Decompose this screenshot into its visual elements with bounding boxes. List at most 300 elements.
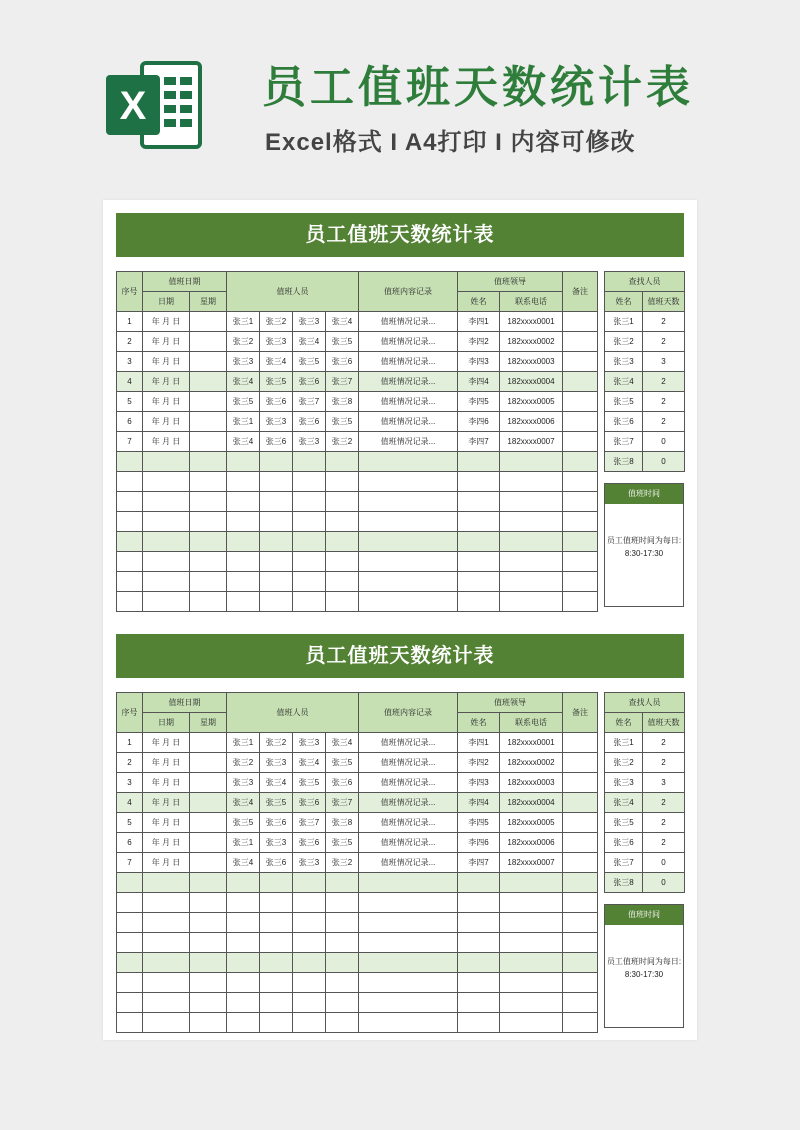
header-row [605,713,685,733]
cell-leader: 李四3 [458,352,500,372]
header-weekday: 星期 [190,713,227,733]
lookup-row [605,873,685,893]
cell-staff-2 [260,873,293,893]
cell-staff-1: 张三3 [227,773,260,793]
lookup-days-cell: 2 [643,372,685,392]
cell-weekday [190,592,227,612]
sheet-title-banner: 员工值班天数统计表 [116,634,684,678]
cell-weekday [190,312,227,332]
header-index: 序号 [117,272,143,312]
lookup-name-cell: 张三6 [605,412,643,432]
cell-date [143,592,190,612]
lookup-title: 查找人员 [605,272,685,292]
cell-weekday [190,973,227,993]
cell-date [143,572,190,592]
cell-note [563,933,598,953]
cell-staff-2: 张三2 [260,312,293,332]
cell-leader [458,592,500,612]
lookup-name-cell: 张三7 [605,432,643,452]
cell-content: 值班情况记录... [359,753,458,773]
cell-phone [500,1013,563,1033]
cell-note [563,412,598,432]
cell-note [563,552,598,572]
cell-leader [458,532,500,552]
lookup-row [605,753,685,773]
cell-staff-1 [227,572,260,592]
cell-weekday [190,392,227,412]
cell-phone: 182xxxx0001 [500,312,563,332]
header-note: 备注 [563,272,598,312]
cell-content [359,552,458,572]
cell-weekday [190,412,227,432]
cell-phone [500,893,563,913]
cell-weekday [190,913,227,933]
cell-content: 值班情况记录... [359,733,458,753]
cell-staff-2: 张三3 [260,833,293,853]
cell-phone [500,572,563,592]
cell-staff-4 [326,893,359,913]
cell-index [117,873,143,893]
cell-staff-3: 张三3 [293,853,326,873]
cell-date [143,492,190,512]
header-content: 值班内容记录 [359,272,458,312]
cell-phone [500,913,563,933]
cell-content [359,592,458,612]
cell-leader [458,552,500,572]
cell-staff-1: 张三1 [227,733,260,753]
cell-date: 年 月 日 [143,833,190,853]
cell-date [143,873,190,893]
cell-weekday [190,773,227,793]
cell-content [359,472,458,492]
lookup-days-cell: 2 [643,392,685,412]
duty-table [116,271,598,612]
lookup-name-cell: 张三1 [605,733,643,753]
cell-staff-4 [326,492,359,512]
blank-row [117,973,598,993]
cell-staff-3: 张三3 [293,432,326,452]
cell-weekday [190,552,227,572]
cell-staff-3 [293,913,326,933]
cell-date [143,993,190,1013]
cell-staff-1: 张三5 [227,392,260,412]
cell-index [117,512,143,532]
cell-note [563,372,598,392]
cell-note [563,472,598,492]
cell-phone [500,472,563,492]
cell-index: 7 [117,853,143,873]
cell-content: 值班情况记录... [359,793,458,813]
cell-staff-4 [326,552,359,572]
lookup-days-cell: 2 [643,412,685,432]
cell-date [143,512,190,532]
lookup-row [605,813,685,833]
cell-leader [458,893,500,913]
cell-staff-2 [260,452,293,472]
cell-staff-3 [293,452,326,472]
cell-staff-4: 张三8 [326,392,359,412]
cell-staff-4: 张三5 [326,332,359,352]
cell-note [563,332,598,352]
cell-leader [458,973,500,993]
blank-row [117,472,598,492]
cell-content: 值班情况记录... [359,332,458,352]
cell-staff-4: 张三6 [326,773,359,793]
cell-staff-2 [260,532,293,552]
cell-note [563,312,598,332]
cell-note [563,733,598,753]
cell-staff-4 [326,532,359,552]
cell-date [143,532,190,552]
cell-staff-2: 张三4 [260,773,293,793]
cell-content [359,572,458,592]
cell-staff-1 [227,452,260,472]
header-staff: 值班人员 [227,693,359,733]
cell-staff-3 [293,492,326,512]
cell-note [563,793,598,813]
cell-staff-3: 张三5 [293,773,326,793]
cell-staff-3: 张三7 [293,392,326,412]
header-content: 值班内容记录 [359,693,458,733]
duty-time-text [605,534,683,560]
cell-leader: 李四6 [458,833,500,853]
lookup-table-body [605,272,685,472]
cell-content [359,512,458,532]
cell-staff-4 [326,572,359,592]
cell-leader [458,512,500,532]
lookup-days-cell: 2 [643,833,685,853]
cell-phone [500,532,563,552]
cell-staff-4 [326,953,359,973]
table-row [117,372,598,392]
lookup-days-cell: 0 [643,452,685,472]
cell-note [563,352,598,372]
cell-weekday [190,813,227,833]
header-row [605,693,685,713]
cell-date [143,1013,190,1033]
cell-staff-3 [293,953,326,973]
duty-time-line1: 员工值班时间为每日: [606,957,682,966]
cell-staff-4: 张三4 [326,733,359,753]
cell-staff-2: 张三2 [260,733,293,753]
cell-staff-3 [293,973,326,993]
cell-phone [500,973,563,993]
cell-leader [458,873,500,893]
header-leader-name: 姓名 [458,292,500,312]
table-row [117,412,598,432]
cell-staff-2: 张三6 [260,432,293,452]
cell-index: 4 [117,372,143,392]
lookup-days-cell: 0 [643,873,685,893]
lookup-header-days: 值班天数 [643,292,685,312]
cell-index [117,1013,143,1033]
cell-date: 年 月 日 [143,793,190,813]
lookup-row [605,733,685,753]
cell-weekday [190,733,227,753]
cell-content [359,933,458,953]
cell-staff-3 [293,472,326,492]
cell-weekday [190,472,227,492]
blank-row [117,552,598,572]
cell-weekday [190,452,227,472]
cell-phone [500,492,563,512]
cell-staff-3 [293,512,326,532]
cell-phone [500,512,563,532]
duty-time-line2: 8:30-17:30 [624,970,664,979]
lookup-days-cell: 2 [643,753,685,773]
blank-row [117,893,598,913]
header-row [117,272,598,292]
cell-staff-4 [326,1013,359,1033]
cell-staff-4 [326,933,359,953]
cell-staff-2: 张三6 [260,813,293,833]
cell-leader: 李四7 [458,853,500,873]
cell-index [117,993,143,1013]
cell-note [563,953,598,973]
header-weekday: 星期 [190,292,227,312]
cell-index: 3 [117,773,143,793]
lookup-row [605,432,685,452]
cell-staff-1 [227,592,260,612]
cell-staff-4: 张三8 [326,813,359,833]
cell-phone: 182xxxx0003 [500,352,563,372]
cell-index [117,532,143,552]
cell-weekday [190,332,227,352]
cell-note [563,833,598,853]
cell-index [117,893,143,913]
cell-staff-1: 张三2 [227,332,260,352]
page-title: 员工值班天数统计表 [262,63,694,112]
cell-index [117,953,143,973]
cell-staff-1: 张三4 [227,793,260,813]
header-leader: 值班领导 [458,272,563,292]
table-row [117,833,598,853]
cell-weekday [190,893,227,913]
lookup-row [605,773,685,793]
table-row [117,392,598,412]
sheet-title-banner: 员工值班天数统计表 [116,213,684,257]
cell-date [143,472,190,492]
duty-time-text [605,955,683,981]
cell-date: 年 月 日 [143,773,190,793]
cell-note [563,392,598,412]
cell-weekday [190,352,227,372]
header-phone: 联系电话 [500,292,563,312]
cell-staff-4 [326,452,359,472]
cell-leader [458,452,500,472]
cell-phone: 182xxxx0006 [500,833,563,853]
cell-phone [500,592,563,612]
cell-note [563,913,598,933]
cell-staff-4: 张三2 [326,432,359,452]
lookup-row [605,853,685,873]
cell-staff-1: 张三5 [227,813,260,833]
cell-phone: 182xxxx0005 [500,813,563,833]
cell-leader: 李四1 [458,312,500,332]
cell-content [359,993,458,1013]
cell-content [359,532,458,552]
cell-staff-4 [326,472,359,492]
cell-staff-4: 张三5 [326,833,359,853]
lookup-row [605,372,685,392]
blank-row [117,492,598,512]
cell-content: 值班情况记录... [359,853,458,873]
table-row [117,352,598,372]
cell-leader: 李四2 [458,753,500,773]
cell-date [143,452,190,472]
cell-note [563,512,598,532]
cell-date: 年 月 日 [143,813,190,833]
lookup-row [605,352,685,372]
cell-staff-1: 张三1 [227,412,260,432]
cell-staff-1 [227,1013,260,1033]
lookup-table-body [605,693,685,893]
cell-note [563,753,598,773]
cell-index: 2 [117,332,143,352]
cell-staff-2 [260,973,293,993]
cell-staff-2 [260,592,293,612]
lookup-name-cell: 张三8 [605,873,643,893]
cell-date [143,893,190,913]
cell-staff-2: 张三5 [260,372,293,392]
blank-row [117,532,598,552]
duty-time-box [604,483,684,607]
cell-leader [458,472,500,492]
cell-note [563,873,598,893]
cell-date: 年 月 日 [143,332,190,352]
cell-index: 2 [117,753,143,773]
table-row [117,753,598,773]
cell-staff-3: 张三6 [293,833,326,853]
lookup-days-cell: 2 [643,733,685,753]
duty-table-body [117,693,598,1033]
cell-index [117,933,143,953]
header-staff: 值班人员 [227,272,359,312]
lookup-row [605,833,685,853]
cell-leader [458,933,500,953]
cell-weekday [190,793,227,813]
cell-staff-2: 张三6 [260,853,293,873]
cell-staff-2: 张三3 [260,332,293,352]
lookup-days-cell: 0 [643,853,685,873]
lookup-days-cell: 0 [643,432,685,452]
cell-staff-1 [227,973,260,993]
lookup-name-cell: 张三8 [605,452,643,472]
cell-staff-1 [227,993,260,1013]
table-row [117,853,598,873]
cell-date: 年 月 日 [143,432,190,452]
lookup-row [605,392,685,412]
cell-staff-3: 张三6 [293,793,326,813]
cell-staff-3 [293,592,326,612]
blank-row [117,1013,598,1033]
cell-staff-3: 张三4 [293,332,326,352]
cell-staff-1: 张三3 [227,352,260,372]
cell-staff-1: 张三4 [227,432,260,452]
cell-staff-1: 张三4 [227,372,260,392]
cell-weekday [190,953,227,973]
cell-date [143,552,190,572]
cell-leader [458,572,500,592]
lookup-name-cell: 张三1 [605,312,643,332]
lookup-days-cell: 3 [643,352,685,372]
cell-staff-3 [293,893,326,913]
duty-sheet-1 [116,213,686,603]
blank-row [117,993,598,1013]
cell-content: 值班情况记录... [359,312,458,332]
lookup-row [605,412,685,432]
cell-index: 3 [117,352,143,372]
cell-weekday [190,492,227,512]
cell-content: 值班情况记录... [359,813,458,833]
cell-staff-1 [227,933,260,953]
cell-staff-3 [293,873,326,893]
cell-weekday [190,933,227,953]
cell-staff-1 [227,532,260,552]
blank-row [117,592,598,612]
cell-date: 年 月 日 [143,392,190,412]
cell-date: 年 月 日 [143,753,190,773]
cell-staff-1: 张三2 [227,753,260,773]
cell-staff-4 [326,913,359,933]
cell-phone: 182xxxx0004 [500,372,563,392]
cell-index: 4 [117,793,143,813]
cell-leader: 李四6 [458,412,500,432]
cell-staff-1 [227,472,260,492]
duty-time-title: 值班时间 [605,484,683,504]
header-duty-date: 值班日期 [143,693,227,713]
lookup-table [604,692,685,893]
cell-staff-3: 张三6 [293,412,326,432]
cell-note [563,452,598,472]
cell-leader: 李四5 [458,392,500,412]
lookup-name-cell: 张三2 [605,332,643,352]
cell-staff-2 [260,913,293,933]
cell-note [563,993,598,1013]
duty-table-body [117,272,598,612]
cell-staff-3: 张三5 [293,352,326,372]
cell-staff-3: 张三3 [293,733,326,753]
cell-content [359,873,458,893]
cell-phone: 182xxxx0005 [500,392,563,412]
cell-leader [458,492,500,512]
cell-staff-4: 张三5 [326,753,359,773]
cell-phone: 182xxxx0002 [500,332,563,352]
cell-staff-1 [227,512,260,532]
lookup-name-cell: 张三4 [605,372,643,392]
cell-staff-2: 张三4 [260,352,293,372]
header-leader-name: 姓名 [458,713,500,733]
lookup-table [604,271,685,472]
cell-staff-1 [227,893,260,913]
cell-staff-3: 张三4 [293,753,326,773]
cell-note [563,893,598,913]
cell-index: 5 [117,813,143,833]
lookup-title: 查找人员 [605,693,685,713]
cell-staff-2: 张三5 [260,793,293,813]
cell-date: 年 月 日 [143,372,190,392]
cell-phone: 182xxxx0001 [500,733,563,753]
cell-weekday [190,753,227,773]
cell-phone: 182xxxx0004 [500,793,563,813]
cell-note [563,432,598,452]
page-subtitle: Excel格式 I A4打印 I 内容可修改 [265,129,636,156]
cell-staff-2 [260,993,293,1013]
cell-staff-3 [293,552,326,572]
cell-phone: 182xxxx0002 [500,753,563,773]
cell-leader: 李四4 [458,793,500,813]
cell-leader: 李四1 [458,733,500,753]
